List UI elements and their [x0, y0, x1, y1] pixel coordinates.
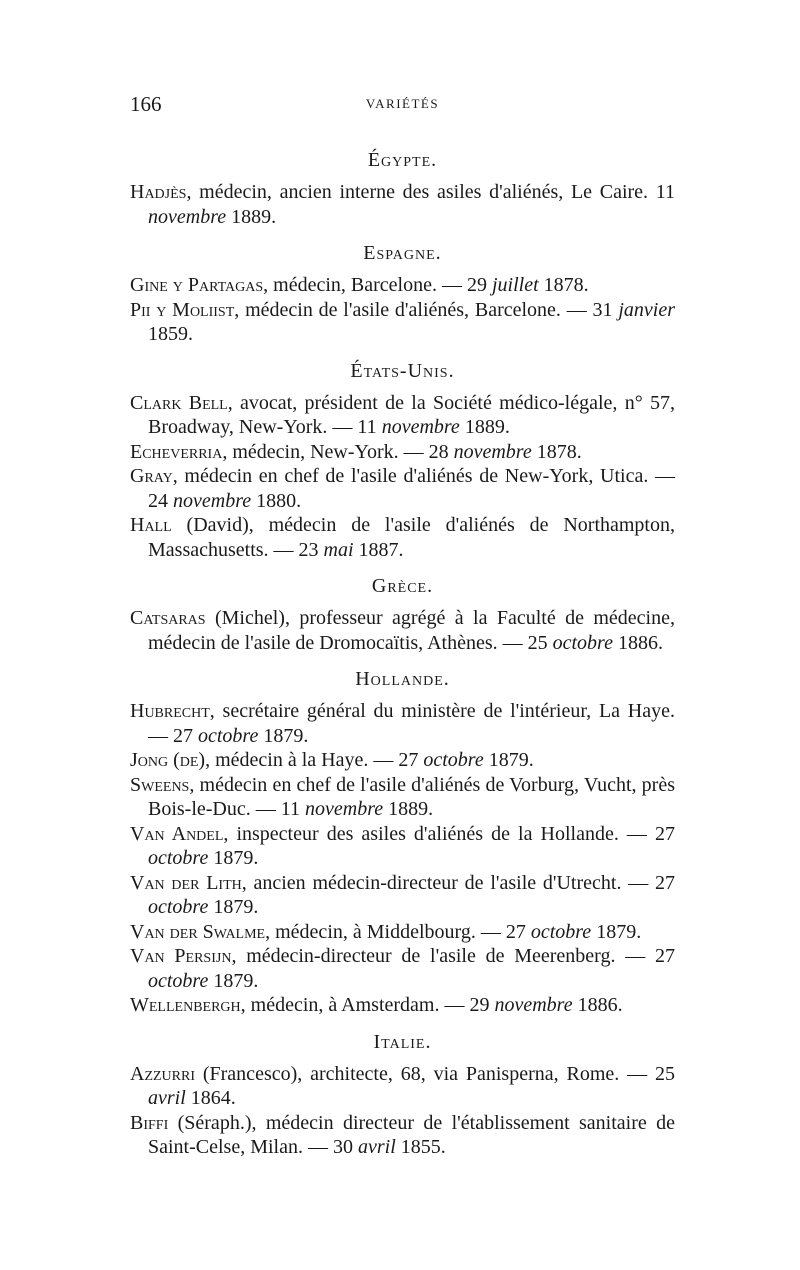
- entry-year: 1889.: [383, 798, 434, 820]
- member-entry: [130, 180, 675, 229]
- member-entry: [130, 699, 675, 748]
- entry-month: octobre: [423, 749, 484, 771]
- member-entry: [130, 871, 675, 920]
- section-heading: États-Unis.: [350, 359, 455, 382]
- entry-year: 1889.: [226, 205, 277, 228]
- member-description: , médecin, à Amsterdam. — 29: [240, 994, 495, 1016]
- member-description: (David), médecin de l'asile d'aliénés de Northampton, Massachusetts. — 23: [148, 514, 675, 561]
- entry-year: 1855.: [395, 1136, 446, 1158]
- member-name: Gray: [130, 465, 173, 487]
- member-entry: [130, 273, 675, 298]
- section-heading: Italie.: [373, 1030, 432, 1053]
- member-description: , médecin de l'asile d'aliénés, Barcelone. — 31: [234, 298, 619, 321]
- entry-year: 1879.: [258, 724, 309, 747]
- member-entry: [130, 822, 675, 871]
- entry-year: 1879.: [208, 969, 259, 992]
- entry-year: 1879.: [483, 749, 534, 771]
- entry-month: avril: [148, 1087, 186, 1109]
- section-heading: Espagne.: [363, 242, 442, 264]
- entry-year: 1889.: [459, 416, 510, 438]
- member-name: Van der Swalme: [130, 920, 266, 943]
- member-entry: [130, 298, 675, 347]
- entry-year: 1886.: [612, 631, 663, 654]
- section-heading: Grèce.: [371, 575, 434, 597]
- member-name: Van Persijn: [130, 945, 232, 967]
- entry-year: 1887.: [353, 538, 404, 561]
- running-title: VARIÉTÉS: [365, 96, 440, 111]
- page-body: [130, 142, 675, 1160]
- entry-month: avril: [357, 1136, 396, 1158]
- entry-year: 1879.: [208, 847, 259, 869]
- member-description: , secrétaire général du ministère de l'intérieur, La Haye. — 27: [148, 700, 675, 747]
- member-name: Biffi: [130, 1111, 169, 1134]
- section-heading: Égypte.: [367, 149, 438, 171]
- member-description: , médecin à la Haye. — 27: [205, 749, 424, 771]
- entry-month: mai: [323, 538, 354, 561]
- member-description: , médecin, Barcelone. — 29: [263, 274, 492, 296]
- member-description: , médecin-directeur de l'asile de Meerenberg. — 27: [231, 945, 675, 967]
- member-description: (Séraph.), médecin directeur de l'établissement sanitaire de Saint-Celse, Milan. — 30: [148, 1111, 675, 1158]
- entry-month: juillet: [491, 274, 539, 296]
- member-description: , avocat, président de la Société médico-légale, n° 57, Broadway, New-York. — 11: [148, 391, 675, 438]
- member-description: (Michel), professeur agrégé à la Faculté de médecine, médecin de l'asile de Dromocaïtis, Athènes. — 25: [148, 607, 675, 654]
- entry-year: 1879.: [591, 920, 642, 943]
- entry-year: 1886.: [572, 994, 623, 1016]
- section-heading: Hollande.: [355, 668, 450, 690]
- member-name: Echeverria: [130, 440, 223, 463]
- member-description: , médecin en chef de l'asile d'aliénés de New-York, Utica. — 24: [148, 465, 675, 512]
- entry-month: octobre: [552, 631, 613, 654]
- member-name: Sweens: [130, 773, 190, 796]
- member-name: Catsaras: [130, 607, 206, 629]
- member-name: Hubrecht: [130, 700, 210, 722]
- entry-month: octobre: [148, 847, 209, 869]
- member-entry: [130, 1062, 675, 1111]
- member-entry: [130, 440, 675, 465]
- member-name: Jong (de): [130, 749, 206, 771]
- entry-year: 1878.: [531, 440, 582, 463]
- member-name: Hall: [130, 514, 172, 536]
- entry-year: 1878.: [538, 274, 589, 296]
- member-entry: [130, 748, 675, 773]
- member-entry: [130, 606, 675, 655]
- member-description: , médecin, à Middelbourg. — 27: [265, 920, 531, 943]
- entry-month: novembre: [173, 489, 252, 512]
- entry-month: octobre: [198, 724, 259, 747]
- member-name: Van der Lith: [130, 871, 242, 894]
- member-description: , inspecteur des asiles d'aliénés de la Hollande. — 27: [223, 822, 675, 845]
- member-entry: [130, 464, 675, 513]
- member-description: , médecin, New-York. — 28: [222, 440, 454, 463]
- entry-month: janvier: [618, 298, 675, 321]
- member-description: (Francesco), architecte, 68, via Panisperna, Rome. — 25: [195, 1062, 675, 1085]
- member-name: Hadjès: [130, 181, 187, 203]
- member-entry: [130, 513, 675, 562]
- entry-month: novembre: [494, 994, 573, 1016]
- member-entry: [130, 773, 675, 822]
- member-entry: [130, 920, 675, 945]
- entry-year: 1879.: [208, 896, 259, 918]
- member-name: Azzurri: [130, 1062, 195, 1085]
- member-name: Wellenbergh: [130, 994, 241, 1016]
- entry-month: novembre: [453, 440, 532, 463]
- member-name: Pii y Moliist: [130, 298, 235, 321]
- member-name: Gine y Partagas: [130, 274, 264, 296]
- entry-month: octobre: [148, 896, 209, 918]
- entry-year: 1859.: [148, 323, 193, 345]
- entry-year: 1864.: [185, 1087, 236, 1109]
- page-number: 166: [130, 92, 162, 116]
- member-name: Clark Bell: [130, 391, 228, 414]
- member-description: , médecin, ancien interne des asiles d'aliénés, Le Caire. 11: [186, 181, 675, 203]
- member-entry: [130, 391, 675, 440]
- entry-month: octobre: [148, 969, 209, 992]
- member-name: Van Andel: [130, 822, 224, 845]
- entry-month: octobre: [530, 920, 592, 943]
- page-header: [130, 92, 675, 116]
- member-description: , ancien médecin-directeur de l'asile d'Utrecht. — 27: [241, 871, 675, 894]
- entry-month: novembre: [305, 798, 384, 820]
- member-entry: [130, 944, 675, 993]
- member-entry: [130, 993, 675, 1018]
- entry-month: novembre: [381, 416, 460, 438]
- entry-month: novembre: [148, 205, 227, 228]
- member-description: , médecin en chef de l'asile d'aliénés de Vorburg, Vucht, près Bois-le-Duc. — 11: [148, 773, 675, 820]
- member-entry: [130, 1111, 675, 1160]
- entry-year: 1880.: [251, 489, 302, 512]
